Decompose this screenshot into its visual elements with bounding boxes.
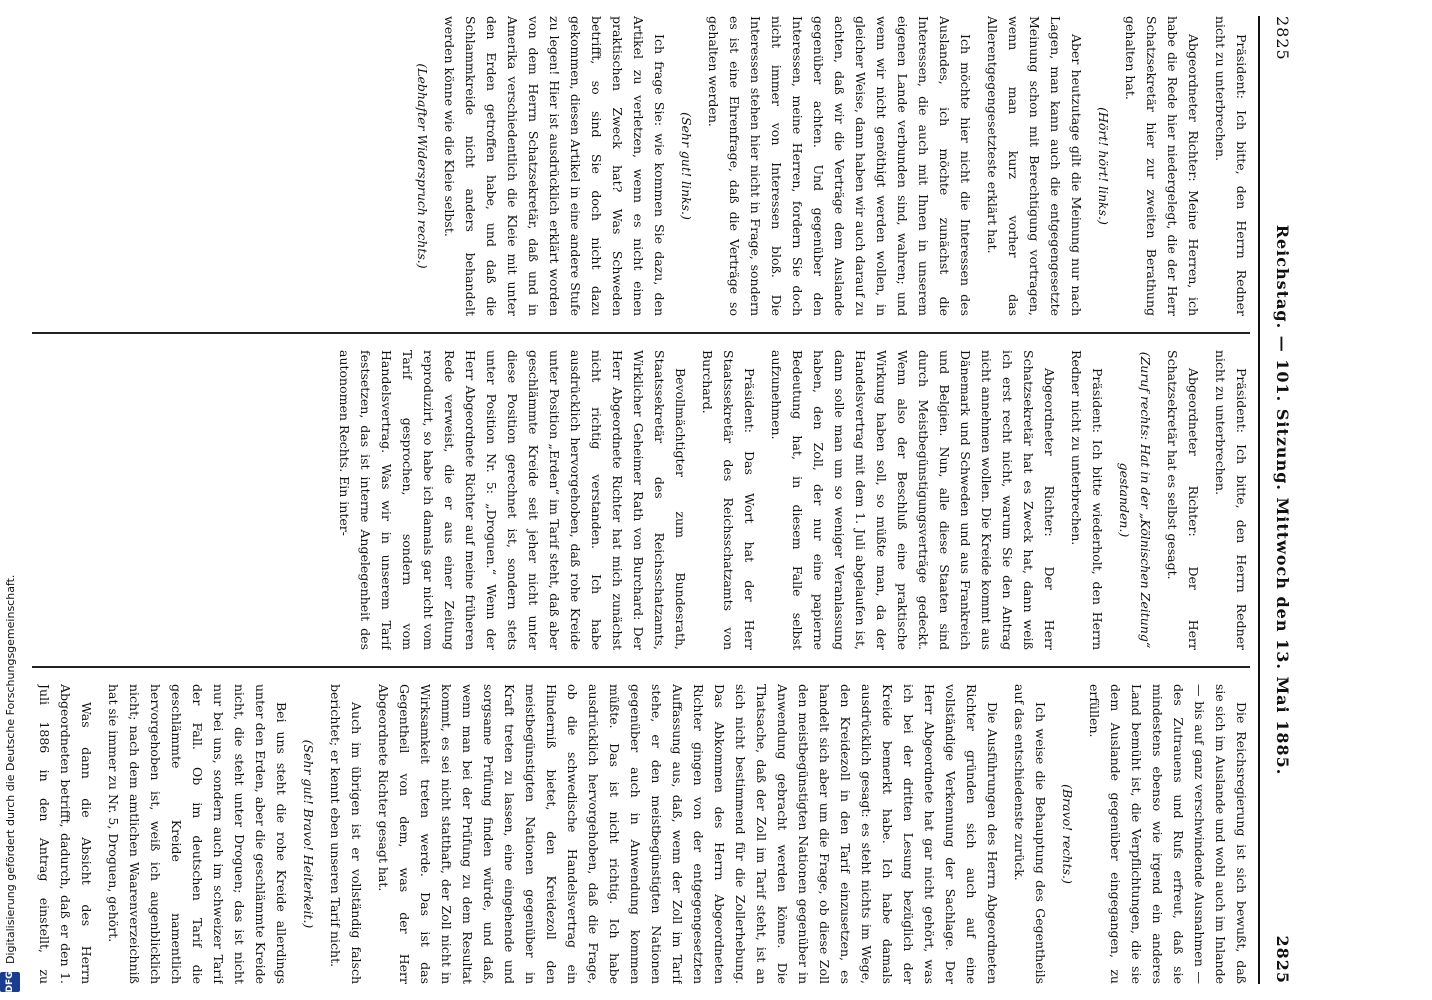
column-3-paragraph: Bei uns steht die rohe Kreide allerdings unter den Erden, aber die geschlämmte Kreide nicht, die steht unter Droguen; das ist nicht nur bei uns, sondern auch im schweizer Tarif der Fall. Ob im deutschen Tarif die geschlämmte Kreide namentlich hervorgehoben ist, weiß ich augenblicklich nicht; nach dem amtlichen Waarenverzeichniß hat sie immer zu Nr. 5, Droguen, gehört. (106, 684, 289, 984)
column-1-paragraph: Ich möchte hier nicht die Interessen des Auslandes, ich möchte zunächst die Interessen, die auch mit Ihnen in unserem eigenen Lande verbunden sind, wahren; und wenn wir nicht genöthigt werden wollen, in gleicher Weise, dann haben wir auch darauf zu achten, daß wir die Verträge dem Auslande gegenüber achten. Und gegenüber den Interessen, meine Herren, fordern Sie doch nicht immer von Interessen bloß. Die Interessen stehen hier nicht in Frage, sondern es ist eine Ehrenfrage, daß die Verträge so gehalten werden. (706, 16, 973, 316)
column-divider (32, 666, 1250, 668)
running-header (1258, 16, 1300, 984)
dfg-logo-icon: DFG (0, 972, 20, 992)
column-2-paragraph: Präsident: Das Wort hat der Herr Staatssekretär des Reichsschatzamts von Burchard. (700, 350, 757, 650)
column-1-paragraph: Ich frage Sie: wie kommen Sie dazu, den Artikel zu verletzen, wenn es nicht einen praktischen Zweck hat? Was Schweden betrifft, so sind Sie doch nicht dazu gekommen, diesen Artikel in eine andere Stufe zu legen! Hier ist ausdrücklich erklärt worden von dem Herrn Schatzsekretär, daß und in Amerika verschiedentlich die Kleie mit unter den Erden getroffen habe, und daß die Schlammkreide nicht anders behandelt werden könne wie die Kleie selbst. (442, 16, 667, 316)
column-1-paragraph: Aber heutzutage gilt die Meinung nur nach Lagen, man kann auch die entgegengesetzte Meinung schon mit Berechtigung vortragen, wenn man kurz vorher das Allerentgegengesetzteste erklärt hat. (985, 16, 1084, 316)
rotated-newspaper-page (20, 0, 1310, 1000)
column-1-aside: (Lebhafter Widerspruch rechts.) (415, 63, 430, 269)
text-columns (30, 16, 1252, 984)
column-2 (30, 350, 1252, 650)
column-2-paragraph: Bevollmächtigter zum Bundesrath, Staatssekretär des Reichsschatzamts, Wirklicher Geheimer Rath von Burchard: Der Herr Abgeordnete Richter hat mich zunächst nicht richtig verstanden. Ich habe ausdrücklich hervorgehoben, daß rohe Kreide unter Position „Erden“ im Tarif steht, daß aber geschlämmte Kreide seit jeher nicht unter diese Position gerechnet ist, sondern stets unter Position Nr. 5: „Droguen.“ Wenn der Herr Abgeordnete Richter auf meine früheren Rede verweist, die er aus einer Zeitung reproduzirt, so habe ich damals gar nicht vom Tarif gesprochen, sondern vom Handelsvertrag. Was wir in unserem Tarif festsetzen, das ist interne Angelegenheit des autonomen Rechts. Ein inter- (337, 350, 688, 650)
column-3-aside: (Sehr gut! Bravo! Heiterkeit.) (301, 739, 316, 929)
column-3 (30, 684, 1252, 984)
column-3-paragraph: Was dann die Absicht des Herrn Abgeordneten betrifft, dadurch, daß er den 1. Juli 1886 in den Antrag einstellt, zu (37, 684, 94, 984)
column-2-paragraph: Präsident: Ich bitte wiederholt, den Herrn Redner nicht zu unterbrechen. (1069, 350, 1105, 650)
column-1-paragraph: Präsident: Ich bitte, den Herrn Redner nicht zu unterbrechen. (1213, 16, 1249, 316)
column-divider (32, 332, 1250, 334)
column-1 (30, 16, 1252, 316)
credit-text: Digitalisierung gefördert durch die Deutsche Forschungsgemeinschaft. (3, 574, 17, 964)
header-page-number-left: 2825 (1273, 16, 1293, 61)
header-page-number-right: 2825 (1273, 935, 1293, 984)
column-3-paragraph: Die Ausführungen des Herrn Abgeordneten Richter gründen sich auch auf eine vollständige Verkennung der Sachlage. Der Herr Abgeordnete hat gar nicht gehört, was ich bei der dritten Lesung bezüglich der Kreide bemerkt habe. Ich habe damals ausdrücklich gesagt: es steht nichts im Wege, den Kreidezoll in den Tarif einzusetzen, es handelt sich aber um die Frage, ob diese Zoll den meistbegünstigten Nationen gegenüber in Anwendung gebracht werden könne. Die Thatsache, daß der Zoll im Tarif steht, ist an sich nicht bestimmend für die Zollerhebung. Das Abkommen des Herrn Abgeordneten Richter gingen von der entgegengesetzten Auffassung aus, daß, wenn der Zoll im Tarif stehe, er den meistbegünstigten Nationen gegenüber auch in Anwendung kommen müßte. Das ist nicht richtig. Ich habe ausdrücklich hervorgehoben, daß die Frage, ob die schwedische Handelsvertrag ein Hinderniß bietet, den Kreidezoll den meistbegünstigten Nationen gegenüber in Kraft treten zu lassen, eine eingehende und sorgsame Prüfung finden würde, und daß, wenn man bei der Prüfung zu dem Resultat kommt, es sei nicht statthaft, der Zoll nicht in Wirksamkeit treten werde. Das ist das Gegentheil von dem, was der Herr Abgeordnete Richter gesagt hat. (376, 684, 1000, 984)
column-3-paragraph: Die Reichsregierung ist sich bewußt, daß sie sich im Auslande und wohl auch im Inlande — bis auf ganz verschwindende Ausnahmen — des Zutrauens und Rufs erfreut, daß sie mindestens ebenso wie irgend ein anderes Land bemüht ist, die Verpflichtungen, die sie dem Auslande gegenüber eingegangen, zu erfüllen. (1087, 684, 1249, 984)
column-3-paragraph: Auch im übrigen ist er vollständig falsch berichtet; er kennt eben unseren Tarif nicht. (328, 684, 364, 984)
column-2-paragraph: Abgeordneter Richter: Der Herr Schatzsekretär hat es selbst gesagt. (1165, 350, 1201, 650)
column-2-aside: (Zuruf rechts: Hat in der „Kölnischen Zeitung“ gestanden.) (1117, 351, 1153, 649)
column-3-aside: (Bravo! rechts.) (1060, 784, 1075, 884)
digitization-credit (0, 0, 20, 1000)
column-2-paragraph: Abgeordneter Richter: Der Herr Schatzsekretär hat es Zweck hat, dann weiß ich erst recht nicht, warum Sie den Antrag nicht annehmen wollen. Die Kreide kommt aus Dänemark und Schweden und aus Frankreich und Belgien. Nun, alle diese Staaten sind durch Meistbegünstigungsverträge gedeckt. Wenn also der Beschluß eine praktische Wirkung haben soll, so müßte man, da der Handelsvertrag mit dem 1. Juli abgelaufen ist, dann solle man um so weniger Veranlassung haben, den Zoll, der nur eine papierne Bedeutung hat, in diesem Falle selbst aufzunehmen. (769, 350, 1057, 650)
column-1-paragraph: Abgeordneter Richter: Meine Herren, ich habe die Rede hier niedergelegt, die der Herr Schatzsekretär hier zur zweiten Berathung gehalten hat. (1123, 16, 1201, 316)
header-title: Reichstag. — 101. Sitzung. Mittwoch den 13. Mai 1885. (1273, 224, 1293, 776)
column-1-aside: (Sehr gut! links.) (679, 112, 694, 220)
column-1-aside: (Hört! hört! links.) (1096, 107, 1111, 225)
column-3-paragraph: Ich weise die Behauptung des Gegentheils auf das entschiedenste zurück. (1012, 684, 1048, 984)
column-2-paragraph: Präsident: Ich bitte, den Herrn Redner nicht zu unterbrechen. (1213, 350, 1249, 650)
